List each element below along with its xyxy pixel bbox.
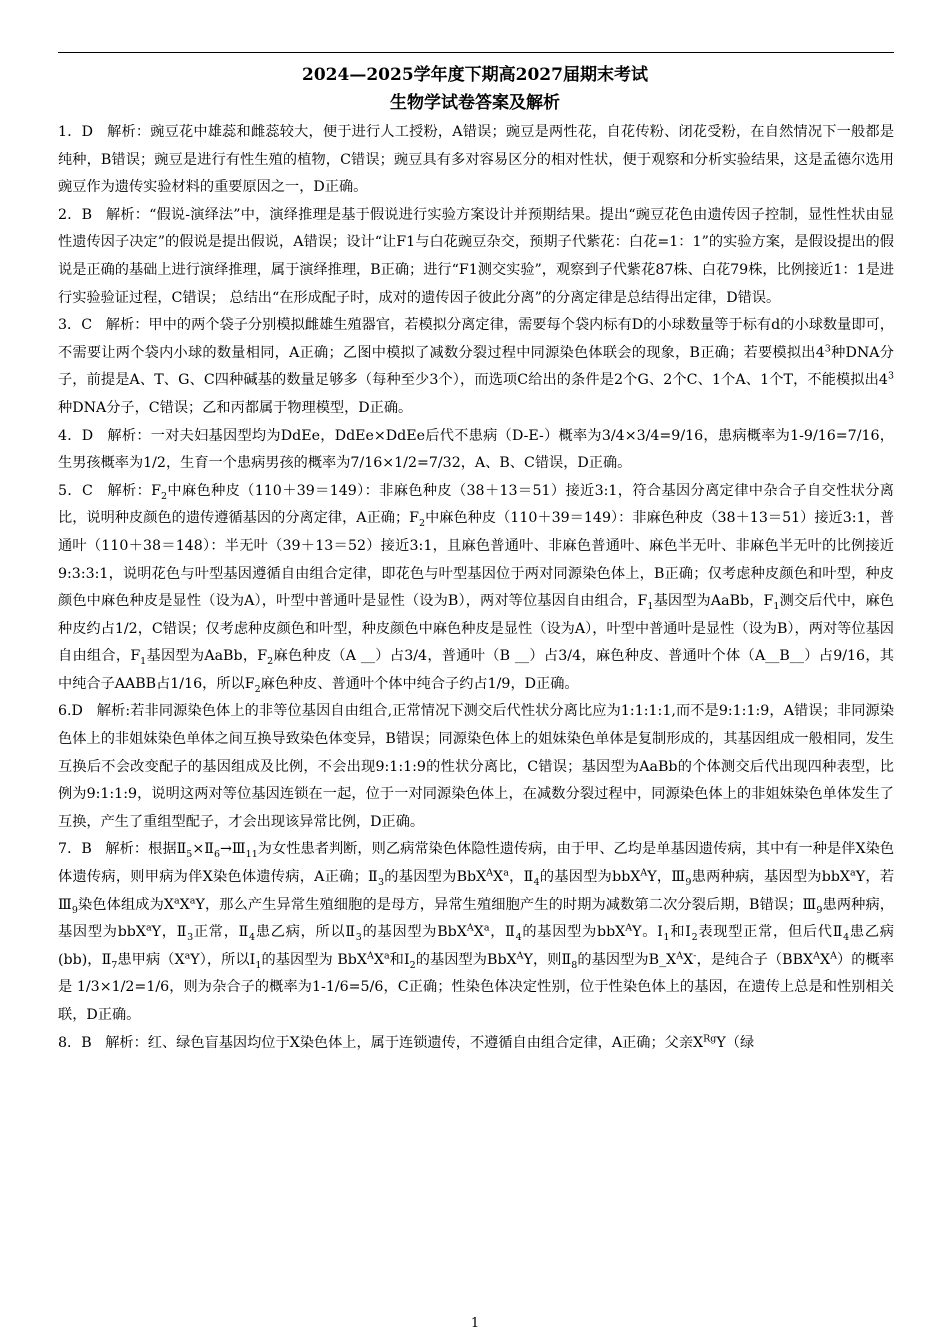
question-4 xyxy=(58,423,894,478)
question-number: 6. xyxy=(58,703,72,720)
subscript: 1 xyxy=(140,656,147,668)
answer-letter: B xyxy=(81,841,92,858)
superscript: Rg xyxy=(703,1032,717,1044)
superscript: a xyxy=(483,922,490,934)
analysis-text: Y，那么产生异常生殖细胞的是母方，异常生殖细胞产生的时期为减数第二次分裂后期，B错误；Ⅲ xyxy=(195,896,817,913)
analysis-text: ，是纯合子（BBX xyxy=(696,951,814,968)
answer-letter: D xyxy=(81,427,94,444)
subscript: 7 xyxy=(111,959,118,971)
superscript: a xyxy=(145,922,152,934)
analysis-label: 解析： xyxy=(105,1034,148,1051)
analysis-text: 的基因型为B_X xyxy=(577,951,677,968)
superscript: A xyxy=(516,950,524,962)
superscript: A xyxy=(625,922,633,934)
superscript: A xyxy=(466,922,474,934)
subscript: 1 xyxy=(255,959,262,971)
analysis-text: →Ⅲ xyxy=(220,841,246,858)
analysis-text: ，Ⅱ xyxy=(489,924,516,941)
analysis-text: 测交后代中，麻色种皮约占1/2，C错误；仅考虑种皮颜色和叶型，种皮颜色中麻色种皮是显性（设为A），叶型中普通叶是显性（设为B），两对等位基因自由组合，F xyxy=(58,593,894,665)
subscript: 9 xyxy=(685,876,692,888)
subscript: 4 xyxy=(249,932,256,944)
superscript: a xyxy=(850,867,856,879)
analysis-text: X xyxy=(179,896,190,913)
analysis-text: Y，若Ⅲ xyxy=(58,869,895,913)
analysis-text: F xyxy=(151,482,161,499)
question-6 xyxy=(58,698,894,836)
analysis-label: 解析： xyxy=(107,124,151,140)
analysis-text: X xyxy=(819,951,831,968)
superscript: a xyxy=(503,867,509,879)
analysis-label: 解析： xyxy=(107,482,152,499)
subscript: 2 xyxy=(419,518,426,530)
analysis-text: 种DNA分子，C错误；乙和丙都属于物理模型，D正确。 xyxy=(58,399,413,416)
analysis-text: 中麻色种皮（110＋39＝149）：非麻色种皮（38＋13＝51）接近3:1，普通叶（110＋38＝148）：半无叶（39＋13＝52）接近3:1，且麻色普通叶、非麻色普通叶、麻色半无叶、非麻色半无叶的比例接近9:3:3:1，说明花色与叶型基因遵循自由组合定律，即花色与叶型基因位于两对同源染色体上，B正确；仅考虑种皮颜色和叶型，种皮颜色中麻色种皮是显性（设为A），叶型中普通叶是显性（设为B），两对等位基因自由组合，F xyxy=(58,510,895,610)
superscript: A xyxy=(366,950,374,962)
analysis-text: 基因型为AaBb，F xyxy=(653,593,774,610)
analysis-text: 红、绿色盲基因均位于X染色体上，属于连锁遗传，不遵循自由组合定律，A正确；父亲X xyxy=(147,1034,704,1051)
analysis-text: 的基因型为BbX xyxy=(361,924,467,941)
analysis-text: 患两种病，基因型为bbX xyxy=(691,869,851,886)
analysis-text: 根据Ⅱ xyxy=(148,841,187,858)
question-number: 5． xyxy=(58,482,82,499)
question-number: 8． xyxy=(58,1034,82,1051)
subscript: 2 xyxy=(160,490,168,502)
superscript: a xyxy=(383,950,390,962)
analysis-text: 的基因型为 BbX xyxy=(261,951,367,968)
exam-title: 2024—2025学年度下期高2027届期末考试 xyxy=(302,65,648,85)
analysis-text: “假说-演绎法”中，演绎推理是基于假说进行实验方案设计并预期结果。提出“豌豆花色由遗传因子控制，显性性状由显性遗传因子决定”的假说是提出假说，A错误；设计“让F1与白花豌豆杂交，预期子代紫花：白花=1：1”的实验方案，是假设提出的假说是正确的基础上进行演绎推理，属于演绎推理，B正确；进行“F1测交实验”，观察到子代紫花87株、白花79株，比例接近1：1是进行实验验证过程，C错误； 总结出“在形成配子时，成对的遗传因子彼此分离”的分离定律是总结得出定律，D错误。 xyxy=(58,206,895,306)
document-subtitle: 生物学试卷答案及解析 xyxy=(390,93,560,113)
subscript: 2 xyxy=(267,656,274,668)
subscript: 3 xyxy=(377,876,385,888)
analysis-text: X xyxy=(493,869,504,886)
analysis-text: 和Ⅰ xyxy=(389,951,410,968)
analysis-text: 患乙病 (bb)，Ⅱ xyxy=(58,924,909,968)
question-2 xyxy=(58,202,894,312)
superscript: - xyxy=(693,950,697,962)
answer-letter: C xyxy=(81,482,93,499)
analysis-text: 的基因型为BbX xyxy=(384,869,487,886)
superscript: A xyxy=(830,950,837,962)
analysis-text: Y。Ⅰ xyxy=(632,924,664,941)
superscript: A xyxy=(640,867,648,879)
analysis-label: 解析： xyxy=(105,841,149,858)
question-number: 7． xyxy=(58,841,82,858)
superscript: A xyxy=(813,950,820,962)
analysis-text: 和Ⅰ xyxy=(669,924,692,941)
answer-letter: D xyxy=(71,703,83,720)
superscript: A xyxy=(486,867,494,879)
superscript: a xyxy=(174,894,180,906)
subscript: 1 xyxy=(663,932,670,944)
analysis-label: 解析： xyxy=(105,317,149,334)
question-7 xyxy=(58,836,909,1029)
analysis-text: 麻色种皮、普通叶个体中纯合子约占1/9，D正确。 xyxy=(260,675,579,692)
subscript: 9 xyxy=(816,904,823,916)
analysis-text: 的基因型为bbX xyxy=(539,869,641,886)
subscript: 4 xyxy=(843,932,850,944)
subscript: 8 xyxy=(571,959,578,971)
subscript: 2 xyxy=(691,932,698,944)
analysis-text: 麻色种皮（A __）占3/4，普通叶（B __）占3/4，麻色种皮、普通叶个体（A__B__）占9/16，其中纯合子AABB占1/16，所以F xyxy=(58,648,894,692)
subscript: 4 xyxy=(533,876,540,888)
analysis-text: 患甲病（X xyxy=(117,951,185,968)
answer-letter: C xyxy=(81,317,93,334)
subscript: 3 xyxy=(187,932,194,944)
analysis-text: Y），所以Ⅰ xyxy=(190,951,256,968)
top-rule xyxy=(58,52,894,53)
answers-body xyxy=(58,119,909,1057)
question-number: 4． xyxy=(58,427,82,444)
analysis-text: 中麻色种皮（110＋39＝149）：非麻色种皮（38＋13＝51）接近3:1，符合基因分离定律中杂合子自交性状分离比，说明种皮颜色的遗传遵循基因的分离定律，A正确；F xyxy=(58,482,894,527)
superscript: a xyxy=(189,894,196,906)
question-8 xyxy=(58,1030,894,1058)
question-1 xyxy=(58,119,894,202)
analysis-text: Y（绿 xyxy=(716,1034,755,1051)
subscript: 3 xyxy=(355,932,362,944)
answer-letter: B xyxy=(81,206,92,223)
analysis-text: Y，则Ⅱ xyxy=(523,951,572,968)
analysis-label: 解析： xyxy=(107,427,151,444)
superscript: 3 xyxy=(887,370,894,382)
question-number: 3． xyxy=(58,317,82,334)
question-3 xyxy=(58,312,894,422)
analysis-text: 甲中的两个袋子分别模拟雌雄生殖器官，若模拟分离定律，需要每个袋内标有D的小球数量等于标有d的小球数量即可，不需要让两个袋内小球的数量相同，A正确；乙图中模拟了减数分裂过程中同源染色体联会的现象，B正确；若要模拟出4 xyxy=(58,317,894,361)
subscript: 9 xyxy=(71,904,78,916)
analysis-text: Y，Ⅱ xyxy=(151,924,188,941)
analysis-text: 患两种病，基因型为bbX xyxy=(58,896,894,941)
analysis-text: ，Ⅱ xyxy=(508,869,534,886)
question-5 xyxy=(58,478,894,699)
subscript: 5 xyxy=(186,849,193,861)
analysis-text: 若非同源染色体上的非等位基因自由组合,正常情况下测交后代性状分离比应为1:1:1:1,而不是9:1:1:9，A错误；非同源染色体上的非姐妹染色单体之间互换导致染色体变异，B错误；同源染色体上的姐妹染色单体是复制形成的，其基因组成一般相同，发生互换后不会改变配子的基因组成及比例，不会出现9:1:1:9的性状分离比，C错误；基因型为AaBb的个体测交后代出现四种表型，比例为9:1:1:9，说明这两对等位基因连锁在一起，位于一对同源染色体上，在减数分裂过程中，同源染色体上的非姐妹染色单体发生了互换，产生了重组型配子，才会出现该异常比例，D正确。 xyxy=(58,703,895,830)
analysis-text: 正常，Ⅱ xyxy=(193,924,250,941)
analysis-text: 患乙病，所以Ⅱ xyxy=(255,924,356,941)
analysis-text: 为女性患者判断，则乙病常染色体隐性遗传病，由于甲、乙均是单基因遗传病，其中有一种是伴X染色体遗传病，则甲病为伴X染色体遗传病，A正确；Ⅱ xyxy=(58,841,895,886)
superscript: 3 xyxy=(824,343,831,355)
subscript: 1 xyxy=(773,600,780,612)
analysis-text: 豌豆花中雄蕊和雌蕊较大，便于进行人工授粉，A错误；豌豆是两性花，自花传粉、闭花受粉，在自然情况下一般都是纯种，B错误；豌豆是进行有性生殖的植物，C错误；豌豆具有多对容易区分的相对性状，便于观察和分析实验结果，这是孟德尔选用豌豆作为遗传实验材料的重要原因之一，D正确。 xyxy=(58,124,895,196)
analysis-text: 一对夫妇基因型均为DdEe，DdEe×DdEe后代不患病（D-E-）概率为3/4×3/4=9/16，患病概率为1-9/16=7/16，生男孩概率为1/2，生育一个患病男孩的概率为7/16×1/2=7/32，A、B、C错误，D正确。 xyxy=(58,427,894,472)
analysis-text: X xyxy=(473,924,484,941)
subscript: 4 xyxy=(515,932,522,944)
analysis-text: ×Ⅱ xyxy=(192,841,214,858)
analysis-text: Y，Ⅲ xyxy=(647,869,686,886)
analysis-text: 染色体组成为X xyxy=(77,896,174,913)
analysis-text: X xyxy=(683,951,694,968)
subscript: 11 xyxy=(245,849,258,861)
analysis-text: ）的概率是 1/3×1/2=1/6，则为杂合子的概率为1-1/6=5/6，C正确；性染色体决定性别，位于性染色体上的基因，在遗传上总是和性别相关联，D正确。 xyxy=(58,951,895,1023)
analysis-label: 解析： xyxy=(106,206,150,223)
analysis-text: 基因型为AaBb，F xyxy=(146,648,268,665)
subscript: 1 xyxy=(647,600,654,612)
superscript: a xyxy=(184,950,191,962)
question-number: 2． xyxy=(58,206,82,223)
subscript: 2 xyxy=(254,683,261,695)
question-number: 1． xyxy=(58,124,82,140)
superscript: A xyxy=(676,950,684,962)
analysis-text: 的基因型为BbX xyxy=(415,951,517,968)
answer-letter: D xyxy=(81,124,93,140)
page-number: 1 xyxy=(470,1316,480,1331)
analysis-text: X xyxy=(373,951,384,968)
analysis-label: 解析: xyxy=(96,703,131,720)
subscript: 6 xyxy=(213,849,220,861)
answer-letter: B xyxy=(81,1034,92,1051)
analysis-text: 的基因型为bbX xyxy=(521,924,626,941)
analysis-text: 种DNA分子，前提是A、T、G、C四种碱基的数量足够多（每种至少3个），而选项C给出的条件是2个G、2个C、1个A、1个T，不能模拟出4 xyxy=(58,344,894,389)
analysis-text: 表现型正常，但后代Ⅱ xyxy=(697,924,844,941)
subscript: 2 xyxy=(409,959,416,971)
